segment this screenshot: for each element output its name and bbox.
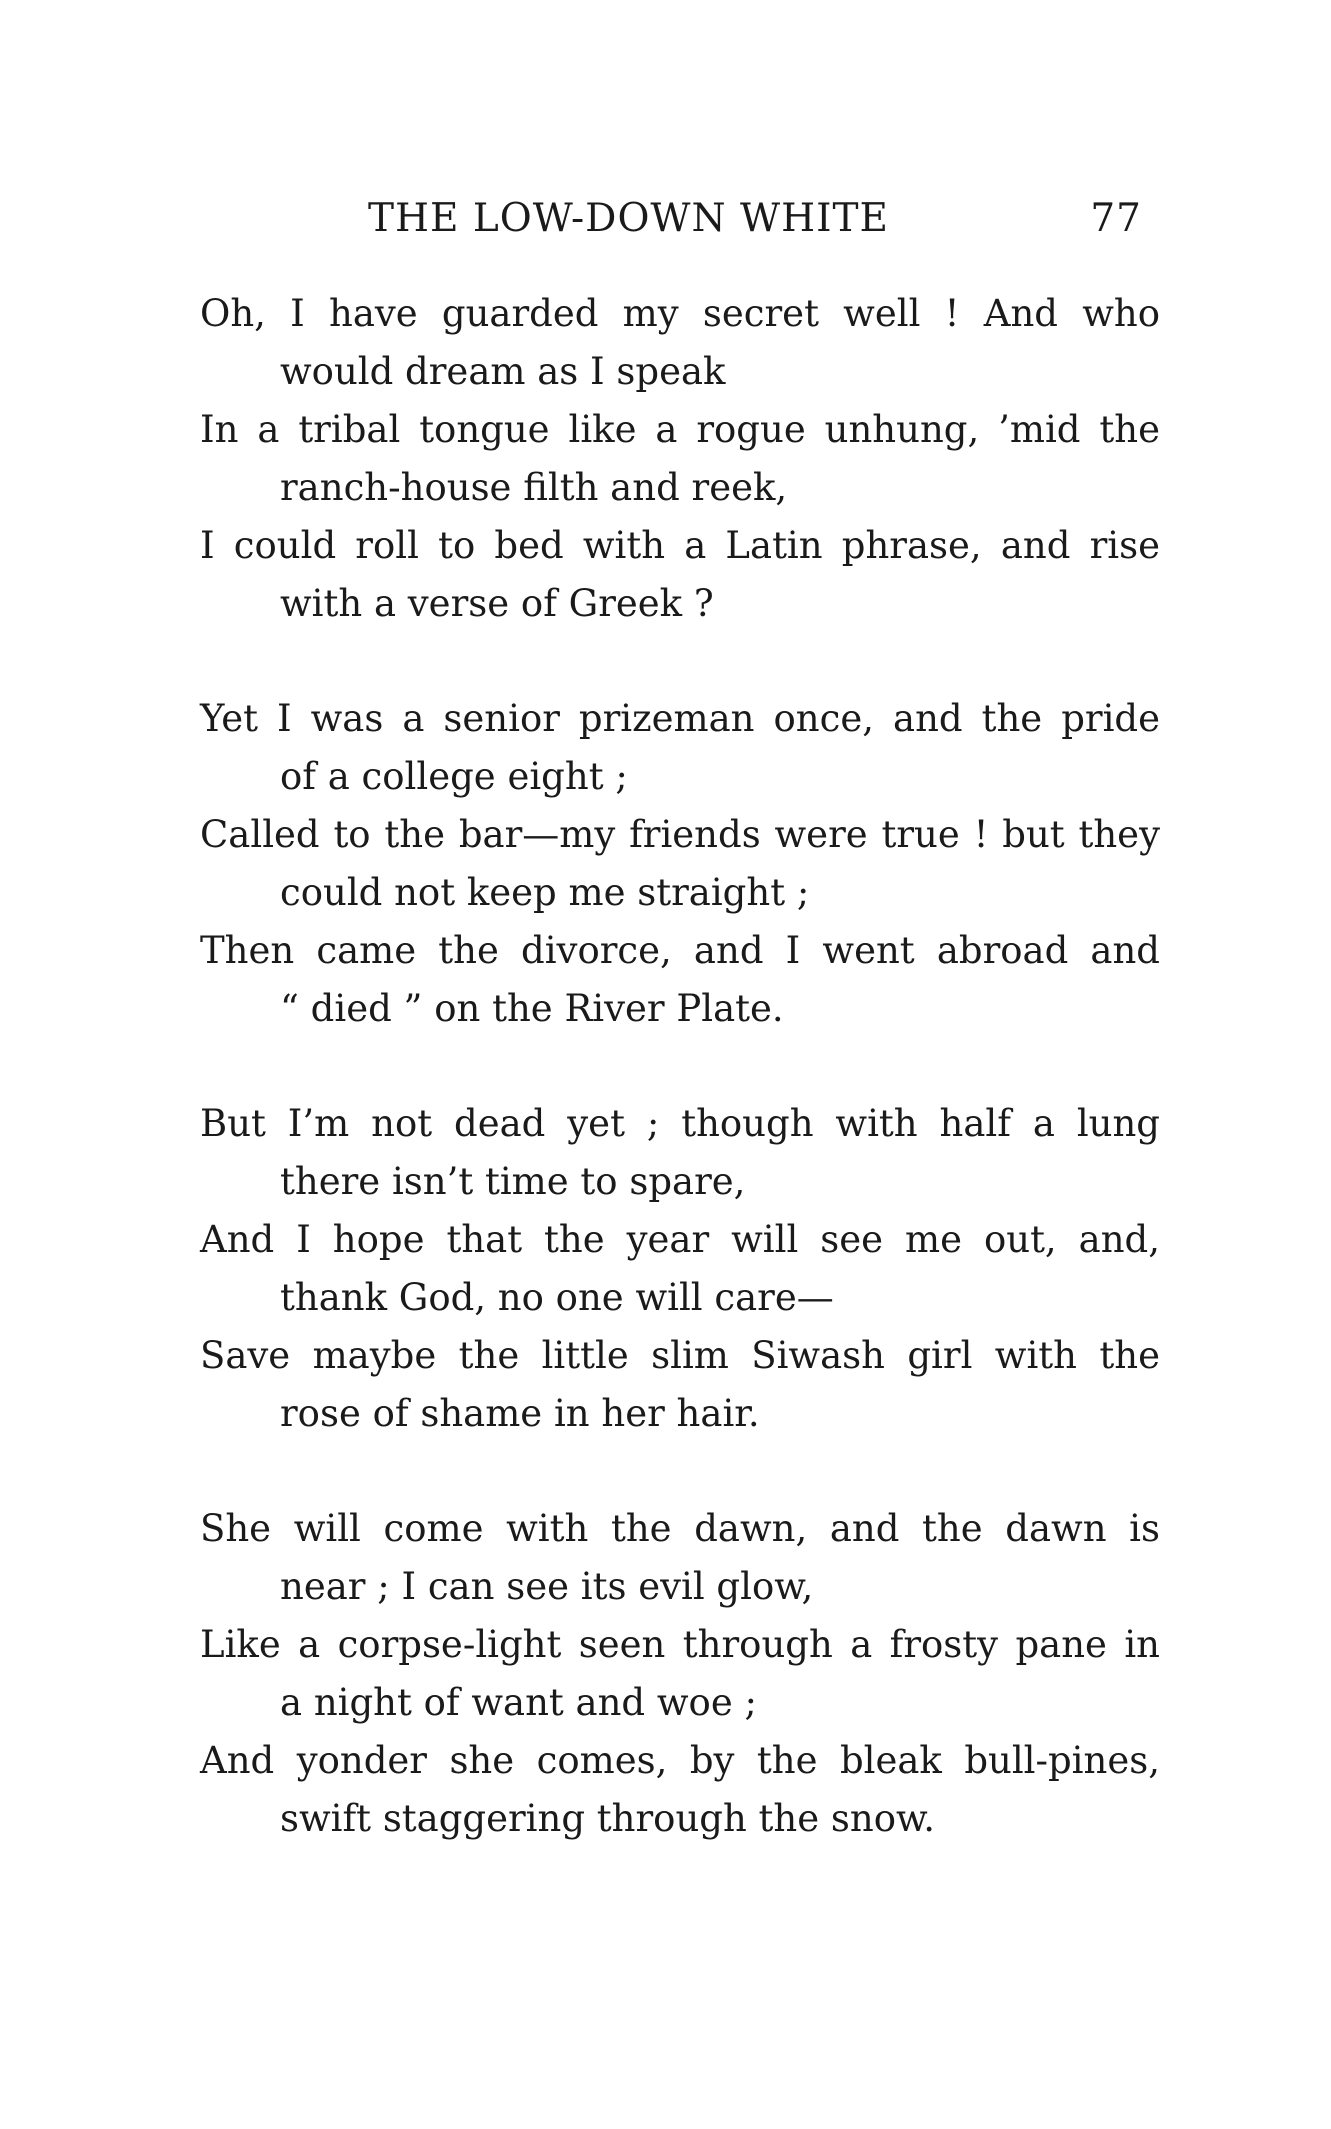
running-head (200, 196, 1150, 246)
poem-body (200, 285, 1160, 1905)
verse-line-continuation: would dream as I speak (280, 350, 726, 393)
page-number: 77 (1090, 196, 1142, 241)
verse-line-continuation: ranch-house filth and reek, (280, 466, 788, 509)
verse-line: And yonder she comes, by the bleak bull-pines, (200, 1739, 1160, 1782)
verse-line-continuation: with a verse of Greek ? (280, 582, 714, 625)
stanza-4 (200, 1500, 1160, 1848)
verse-line-continuation: rose of shame in her hair. (280, 1392, 760, 1435)
verse-line: Oh, I have guarded my secret well ! And who (200, 292, 1160, 335)
verse-line: Like a corpse-light seen through a frosty pane in (200, 1623, 1160, 1666)
verse-line: And I hope that the year will see me out, and, (200, 1218, 1160, 1261)
verse-line-continuation: swift staggering through the snow. (280, 1797, 936, 1840)
stanza-3 (200, 1095, 1160, 1443)
stanza-1 (200, 285, 1160, 633)
verse-line-continuation: there isn’t time to spare, (280, 1160, 746, 1203)
verse-line-continuation: near ; I can see its evil glow, (280, 1565, 814, 1608)
verse-line: In a tribal tongue like a rogue unhung, ’mid the (200, 408, 1160, 451)
verse-line: I could roll to bed with a Latin phrase, and rise (200, 524, 1160, 567)
verse-line: She will come with the dawn, and the dawn is (200, 1507, 1160, 1550)
running-title: THE LOW-DOWN WHITE (368, 196, 890, 241)
verse-line: Then came the divorce, and I went abroad and (200, 929, 1160, 972)
verse-line: But I’m not dead yet ; though with half a lung (200, 1102, 1160, 1145)
verse-line-continuation: a night of want and woe ; (280, 1681, 757, 1724)
verse-line: Save maybe the little slim Siwash girl with the (200, 1334, 1160, 1377)
stanza-2 (200, 690, 1160, 1038)
verse-line-continuation: of a college eight ; (280, 755, 628, 798)
verse-line-continuation: “ died ” on the River Plate. (280, 987, 784, 1030)
verse-line-continuation: could not keep me straight ; (280, 871, 810, 914)
verse-line: Yet I was a senior prizeman once, and the pride (200, 697, 1160, 740)
verse-line: Called to the bar—my friends were true ! but they (200, 813, 1160, 856)
verse-line-continuation: thank God, no one will care— (280, 1276, 834, 1319)
